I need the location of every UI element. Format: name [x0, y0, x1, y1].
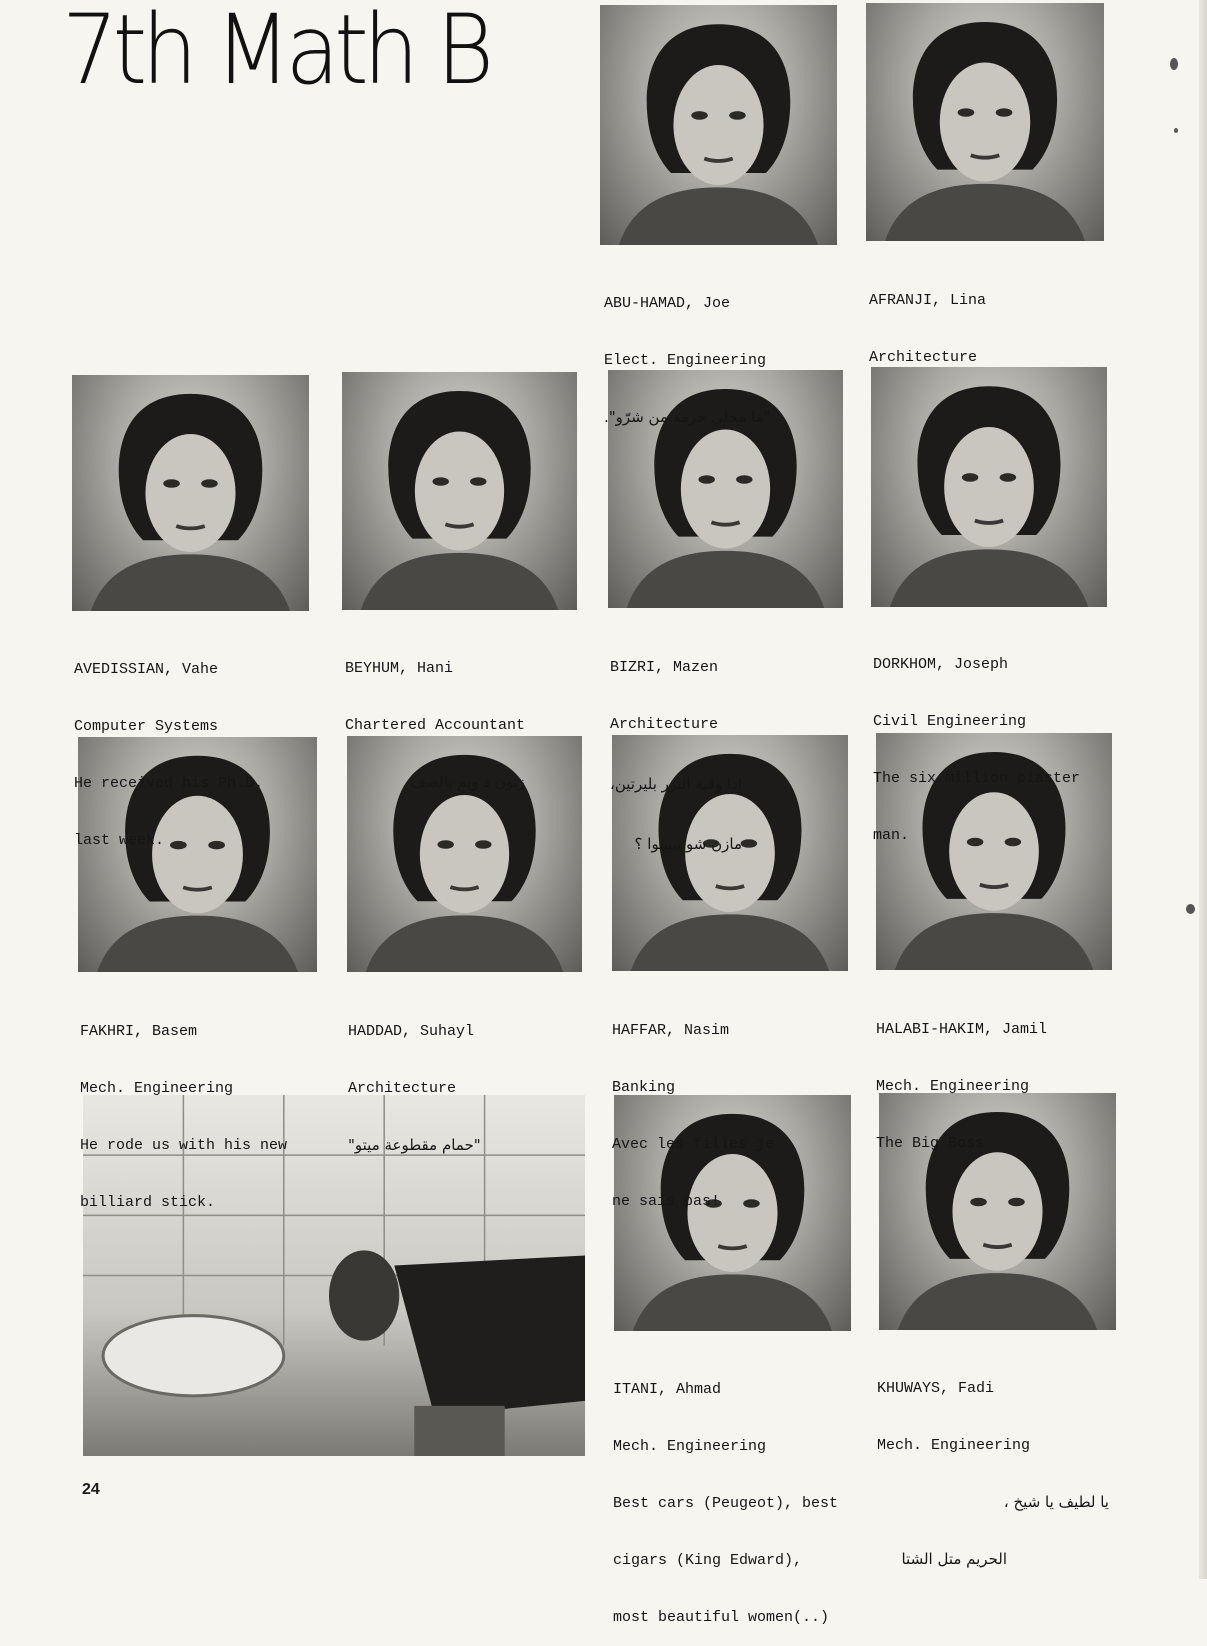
student-name: ITANI, Ahmad: [613, 1381, 722, 1398]
student-program: Architecture: [348, 1080, 457, 1097]
student-name: DORKHOM, Joseph: [873, 656, 1009, 673]
caption-halabi-hakim: [876, 982, 1047, 1172]
page-number: 24: [82, 1481, 100, 1498]
student-program: Architecture: [610, 716, 719, 733]
student-quote: Avec les filles je: [612, 1136, 775, 1153]
page-title: 7th Math B: [62, 0, 489, 106]
student-name: BIZRI, Mazen: [610, 659, 719, 676]
student-name: AFRANJI, Lina: [869, 292, 987, 309]
student-quote: last week.: [74, 832, 165, 849]
student-quote: He rode us with his new: [80, 1137, 288, 1154]
student-quote: man.: [873, 827, 910, 844]
scan-speck: [1170, 58, 1178, 70]
student-program: Mech. Engineering: [876, 1078, 1030, 1095]
student-program: Elect. Engineering: [604, 352, 767, 369]
student-name: HADDAD, Suhayl: [348, 1023, 475, 1040]
caption-itani: [613, 1342, 838, 1646]
student-quote: billiard stick.: [80, 1194, 216, 1211]
portrait-abu-hamad: [600, 5, 837, 245]
student-quote-arabic: زبون د ويم بالصف: [410, 773, 526, 791]
student-quote: The Big Boss: [876, 1135, 985, 1152]
student-quote-arabic: الحريم متل الشتا: [901, 1550, 1007, 1568]
student-quote-arabic: مازن شو بيسوا ؟: [634, 835, 742, 853]
page-edge: [1199, 0, 1207, 1579]
caption-afranji: [869, 253, 986, 386]
student-quote-arabic: اذا وقية البزر بليرتين،: [610, 775, 742, 793]
student-name: FAKHRI, Basem: [80, 1023, 198, 1040]
student-name: BEYHUM, Hani: [345, 660, 454, 677]
scan-speck: [1174, 128, 1178, 133]
student-program: Banking: [612, 1079, 676, 1096]
caption-beyhum: [345, 621, 525, 811]
portrait-beyhum: [342, 372, 577, 610]
student-program: Civil Engineering: [873, 713, 1027, 730]
student-program: Mech. Engineering: [80, 1080, 234, 1097]
student-quote-arabic: "حمام مقطوعة ميتو": [348, 1136, 481, 1154]
student-program: Mech. Engineering: [877, 1437, 1031, 1454]
caption-avedissian: [74, 622, 263, 869]
student-quote: ne sais pas!: [612, 1193, 721, 1210]
portrait-avedissian: [72, 375, 309, 611]
student-name: ABU-HAMAD, Joe: [604, 295, 731, 312]
student-quote: most beautiful women(..): [613, 1609, 830, 1626]
caption-haffar: [612, 983, 774, 1230]
caption-bizri: [610, 620, 742, 873]
student-quote-arabic: يا لطيف يا شيخ ،: [1003, 1493, 1109, 1511]
student-quote: He received his Ph.D.: [74, 775, 264, 792]
student-quote: Best cars (Peugeot), best: [613, 1495, 839, 1512]
student-name: KHUWAYS, Fadi: [877, 1380, 995, 1397]
student-quote: cigars (King Edward),: [613, 1552, 803, 1569]
portrait-afranji: [866, 3, 1104, 241]
caption-haddad: [348, 984, 481, 1174]
caption-fakhri: [80, 984, 287, 1231]
student-name: AVEDISSIAN, Vahe: [74, 661, 219, 678]
caption-khuways: [877, 1341, 1109, 1588]
caption-abu-hamad: [604, 256, 771, 446]
student-name: HALABI-HAKIM, Jamil: [876, 1021, 1048, 1038]
student-program: Chartered Accountant: [345, 717, 526, 734]
student-program: Mech. Engineering: [613, 1438, 767, 1455]
student-name: HAFFAR, Nasim: [612, 1022, 730, 1039]
student-quote: The six million piaster: [873, 770, 1081, 787]
scan-speck: [1186, 904, 1195, 914]
caption-dorkhom: [873, 617, 1080, 864]
portrait-dorkhom: [871, 367, 1107, 607]
student-program: Architecture: [869, 349, 978, 366]
student-program: Computer Systems: [74, 718, 219, 735]
student-quote-arabic: "ما مخلي حرمه من شرّو".: [604, 408, 771, 426]
